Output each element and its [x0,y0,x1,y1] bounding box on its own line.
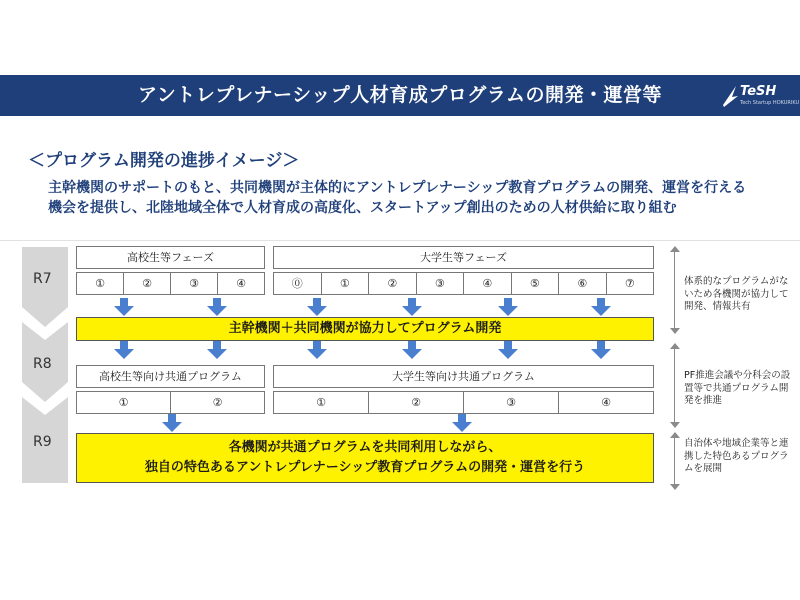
r7-uni-cell: ② [368,273,416,294]
r7-hs-cell: ② [123,273,170,294]
down-arrow [114,341,134,359]
r8-hs-cells [76,391,265,414]
r8-hs-header [76,365,265,388]
arrow-down-icon [670,484,680,490]
down-arrow [498,298,518,316]
r8-hs-header-label: 高校生等向け共通プログラム [99,370,242,383]
phase-label-r8: R8 [33,356,52,372]
down-arrow [591,341,611,359]
logo-text: TeSH [740,84,777,99]
r8-hs-cell: ① [118,396,129,409]
arrow-up-icon [670,432,680,438]
note-r8: PF推進会議や分科会の設置等で共通プログラム開発を推進 [684,370,791,406]
phase-label-r7: R7 [33,271,52,287]
r7-uni-header-label: 大学生等フェーズ [420,251,507,264]
arrow-up-icon [670,246,680,252]
page-title: アントレプレナーシップ人材育成プログラムの開発・運営等 [137,84,663,106]
r9-bar-line1: 各機関が共通プログラムを共同利用しながら、 [228,440,502,455]
phase-label-r9: R9 [33,434,52,450]
r7-collab-bar: 主幹機関＋共同機関が協力してプログラム開発 [76,317,654,341]
r7-hs-cell: ③ [170,273,217,294]
span-line-r9 [674,436,675,484]
down-arrow [162,414,182,432]
down-arrow [307,298,327,316]
r8-uni-cell: ② [368,392,463,413]
span-line-r7 [674,250,675,328]
section-title: ＜プログラム開発の進捗イメージ＞ [28,151,300,171]
arrow-down-icon [670,422,680,428]
r7-uni-cell: ③ [416,273,464,294]
r7-hs-header-label: 高校生等フェーズ [127,251,214,264]
r8-uni-header-label: 大学生等向け共通プログラム [392,370,535,383]
r7-uni-cell: ⑦ [606,273,654,294]
intro-text: 主幹機関のサポートのもと、共同機関が主体的にアントレプレナーシップ教育プログラムの開発、運営を行える機会を提供し、北陸地域全体で人材育成の高度化、スタートアップ創出のための人材供給に取り組む [48,180,747,216]
down-arrow [591,298,611,316]
r8-uni-cells [273,391,654,414]
down-arrow [402,341,422,359]
down-arrow [114,298,134,316]
r7-uni-cell: ⓪ [291,277,303,290]
r8-uni-cell: ④ [558,392,653,413]
arrow-down-icon [670,328,680,334]
down-arrow [207,341,227,359]
r7-hs-cell: ④ [217,273,264,294]
arrow-up-icon [670,343,680,349]
logo-subtext: Tech Startup HOKURIKU [740,100,800,106]
down-arrow [402,298,422,316]
note-r9: 自治体や地域企業等と連携した特色あるプログラムを展開 [684,438,789,474]
r7-uni-cell: ⑥ [558,273,606,294]
r8-uni-header [273,365,654,388]
r9-bar-line2: 独自の特色あるアントレプレナーシップ教育プログラムの開発・運営を行う [144,460,586,475]
down-arrow [452,414,472,432]
r7-hs-cell: ① [95,277,105,290]
down-arrow [307,341,327,359]
r7-uni-cell: ⑤ [511,273,559,294]
r8-uni-cell: ① [316,396,326,409]
note-r7: 体系的なプログラムがないため各機関が協力して開発、情報共有 [684,276,789,312]
down-arrow [498,341,518,359]
r7-uni-cell: ① [321,273,369,294]
down-arrow [207,298,227,316]
span-line-r8 [674,347,675,422]
r8-uni-cell: ③ [463,392,558,413]
r7-uni-cell: ④ [463,273,511,294]
r8-hs-cell: ② [170,392,264,413]
r9-shared-bar [76,433,654,483]
